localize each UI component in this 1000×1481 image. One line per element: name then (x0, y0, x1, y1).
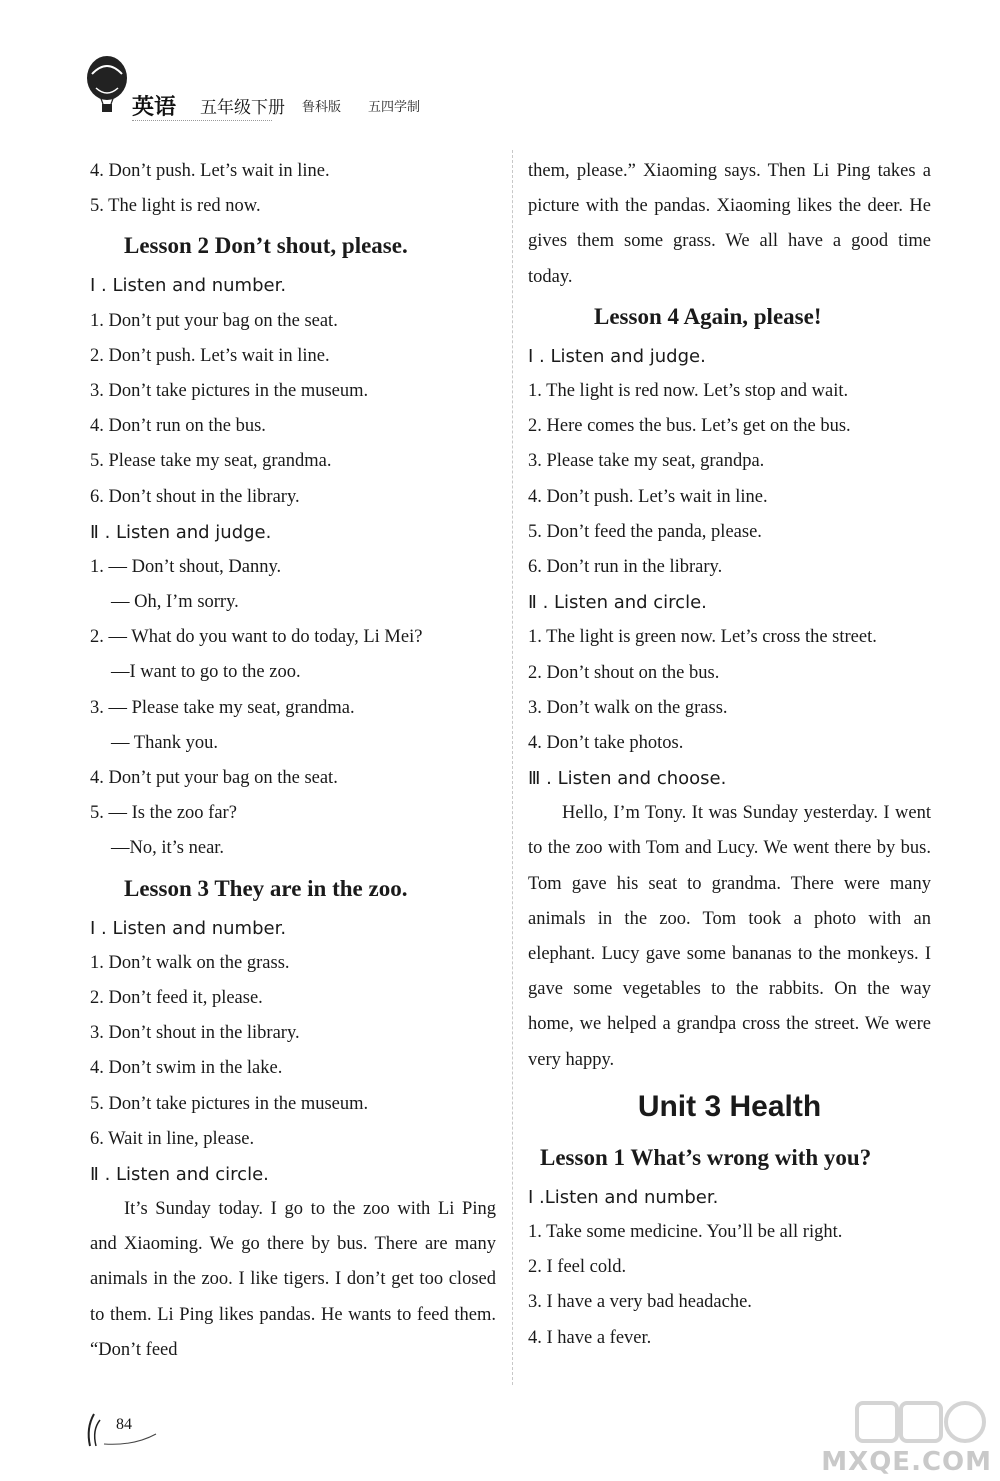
exercise-heading: Ⅱ . Listen and circle. (90, 1163, 269, 1185)
list-item: 2. Don’t shout on the bus. (528, 662, 720, 683)
list-item: 4. Don’t take photos. (528, 732, 684, 753)
list-item: 5. Don’t feed the panda, please. (528, 521, 762, 542)
list-item: 4. I have a fever. (528, 1327, 652, 1348)
column-divider (512, 150, 513, 1385)
list-item: 6. Wait in line, please. (90, 1128, 255, 1149)
list-item: 6. Don’t run in the library. (528, 556, 723, 577)
list-item: 1. Take some medicine. You’ll be all right. (528, 1222, 843, 1243)
list-item: 4. Don’t put your bag on the seat. (90, 768, 338, 788)
list-item: 3. Please take my seat, grandpa. (528, 451, 765, 472)
hot-air-balloon-icon (82, 54, 132, 118)
list-item: 5. Don’t take pictures in the museum. (90, 1093, 369, 1114)
lesson-heading: Lesson 1 What’s wrong with you? (540, 1144, 872, 1170)
passage-continuation: them, please.” Xiaoming says. Then Li Ping takes a picture with the pandas. Xiaoming likes the deer. He gives them some grass. We all have a good time today. (528, 161, 931, 287)
exercise-heading: Ⅰ . Listen and number. (90, 917, 287, 939)
watermark-text: MXQE.COM (821, 1447, 992, 1477)
list-item: 5. — Is the zoo far? (90, 803, 237, 824)
exercise-heading: Ⅲ . Listen and choose. (528, 768, 727, 790)
dialogue-reply: —No, it’s near. (111, 838, 225, 859)
list-item: 4. Don’t push. Let’s wait in line. (528, 486, 768, 507)
exercise-heading: Ⅰ . Listen and judge. (528, 345, 706, 367)
left-column (90, 154, 496, 1368)
page-header (60, 48, 480, 128)
list-item: 2. Here comes the bus. Let’s get on the bus. (528, 416, 851, 437)
dialogue-reply: —I want to go to the zoo. (111, 662, 301, 683)
exercise-heading: Ⅰ .Listen and number. (528, 1186, 719, 1208)
list-item: 5. The light is red now. (90, 196, 261, 217)
indent-space (528, 803, 562, 823)
list-item: 1. Don’t put your bag on the seat. (90, 310, 338, 331)
list-item: 1. — Don’t shout, Danny. (90, 556, 282, 577)
list-item: 3. I have a very bad headache. (528, 1292, 752, 1313)
list-item: 1. Don’t walk on the grass. (90, 952, 290, 973)
system-label: 五四学制 (368, 100, 421, 115)
list-item: 4. Don’t push. Let’s wait in line. (90, 161, 330, 181)
dialogue-reply: — Thank you. (111, 732, 219, 753)
page-number: 84 (116, 1416, 132, 1433)
right-column (528, 154, 931, 1356)
passage-text: It’s Sunday today. I go to the zoo with Li Ping and Xiaoming. We go there by bus. There are many animals in the zoo. I like tigers. I don’t get too closed to them. Li Ping likes pandas. He wants to feed them. “Don’t feed (90, 1199, 496, 1360)
passage-paragraph (90, 1192, 496, 1368)
list-item: 3. Don’t take pictures in the museum. (90, 380, 369, 401)
list-item: 2. — What do you want to do today, Li Mei? (90, 627, 423, 648)
edition-label: 鲁科版 (302, 100, 342, 115)
list-item: 5. Please take my seat, grandma. (90, 451, 332, 472)
list-item: 4. Don’t run on the bus. (90, 416, 266, 437)
list-item: 2. I feel cold. (528, 1257, 627, 1278)
lesson-heading: Lesson 4 Again, please! (594, 303, 822, 329)
list-item: 1. The light is green now. Let’s cross the street. (528, 627, 877, 648)
lesson-heading: Lesson 2 Don’t shout, please. (124, 233, 408, 259)
exercise-heading: Ⅱ . Listen and circle. (528, 592, 707, 614)
list-item: 3. Don’t walk on the grass. (528, 697, 728, 718)
list-item: 1. The light is red now. Let’s stop and wait. (528, 381, 849, 401)
page-footer (84, 1408, 174, 1448)
exercise-heading: Ⅰ . Listen and number. (90, 275, 287, 297)
list-item: 3. Don’t shout in the library. (90, 1023, 300, 1044)
list-item: 3. — Please take my seat, grandma. (90, 697, 355, 718)
list-item: 6. Don’t shout in the library. (90, 486, 300, 507)
grade-label: 五年级下册 (200, 98, 285, 118)
passage-paragraph (528, 796, 931, 1078)
watermark (797, 1397, 992, 1477)
dialogue-reply: — Oh, I’m sorry. (111, 592, 239, 613)
list-item: 2. Don’t feed it, please. (90, 987, 263, 1008)
exercise-heading: Ⅱ . Listen and judge. (90, 521, 272, 543)
passage-text: Hello, I’m Tony. It was Sunday yesterday. I went to the zoo with Tom and Lucy. We went there by bus. Tom gave his seat to grandma. There were many animals in the zoo. Tom took a photo with an elephant. Lucy gave some bananas to the monkeys. I gave some vegetables to the rabbits. On the way home, we helped a grandpa cross the street. We were very happy. (528, 803, 931, 1070)
unit-heading: Unit 3 Health (637, 1089, 822, 1123)
header-underline (132, 120, 272, 122)
list-item: 4. Don’t swim in the lake. (90, 1058, 283, 1079)
subject-title: 英语 (132, 95, 177, 120)
indent-space (90, 1199, 124, 1219)
lesson-heading: Lesson 3 They are in the zoo. (124, 875, 408, 901)
list-item: 2. Don’t push. Let’s wait in line. (90, 345, 330, 366)
watermark-logo-icon (797, 1397, 992, 1447)
